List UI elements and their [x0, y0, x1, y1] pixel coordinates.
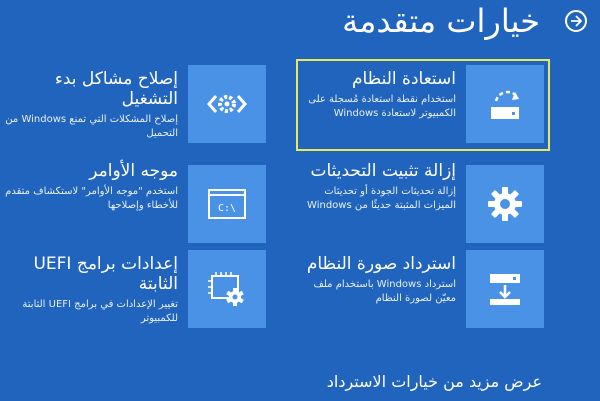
command-prompt-icon [188, 165, 266, 243]
tile-title: إزالة تثبيت التحديثات [310, 161, 456, 181]
tile-title: إعدادات برامج UEFI الثابتة [33, 254, 178, 294]
tile-title: موجه الأوامر [89, 161, 178, 181]
tile-description: إصلاح المشكلات التي تمنع Windows من التحميل [5, 114, 178, 139]
page-title: خيارات متقدمة [342, 2, 540, 40]
tile-system-restore[interactable] [298, 61, 548, 149]
tile-title: إصلاح مشاكل بدء التشغيل [54, 69, 178, 109]
image-recovery-icon [466, 250, 544, 328]
uefi-chip-gear-icon [188, 250, 266, 328]
more-recovery-options-link[interactable]: عرض مزيد من خيارات الاسترداد [326, 372, 542, 391]
code-brackets-gear-icon [188, 65, 266, 143]
tile-command-prompt[interactable] [0, 161, 270, 249]
svg-text:C:\: C:\ [217, 203, 237, 214]
system-restore-icon [466, 65, 544, 143]
gear-icon [466, 165, 544, 243]
tile-description: إزالة تحديثات الجودة أو تحديثات الميزات المثبتة حديثًا من Windows [307, 186, 456, 211]
back-arrow-icon [570, 15, 582, 27]
tile-description: تغيير الإعدادات في برامج UEFI الثابتة للكمبيوتر [22, 299, 178, 324]
tile-system-image-recovery[interactable] [298, 246, 548, 334]
tile-startup-repair[interactable] [0, 61, 270, 149]
tile-description: استخدم "موجه الأوامر" لاستكشاف متقدم للأخطاء وإصلاحها [5, 186, 178, 211]
back-button[interactable] [565, 10, 587, 32]
tile-uninstall-updates[interactable] [298, 161, 548, 249]
tile-description: استرداد Windows باستخدام ملف معيّن لصورة النظام [313, 279, 456, 304]
tile-uefi-settings[interactable] [0, 246, 270, 334]
tile-title: استعادة النظام [351, 69, 456, 89]
tile-title: استرداد صورة النظام [306, 254, 456, 274]
tile-description: استخدام نقطة استعادة مُسجلة على الكمبيوتر لاستعادة Windows [308, 94, 456, 119]
